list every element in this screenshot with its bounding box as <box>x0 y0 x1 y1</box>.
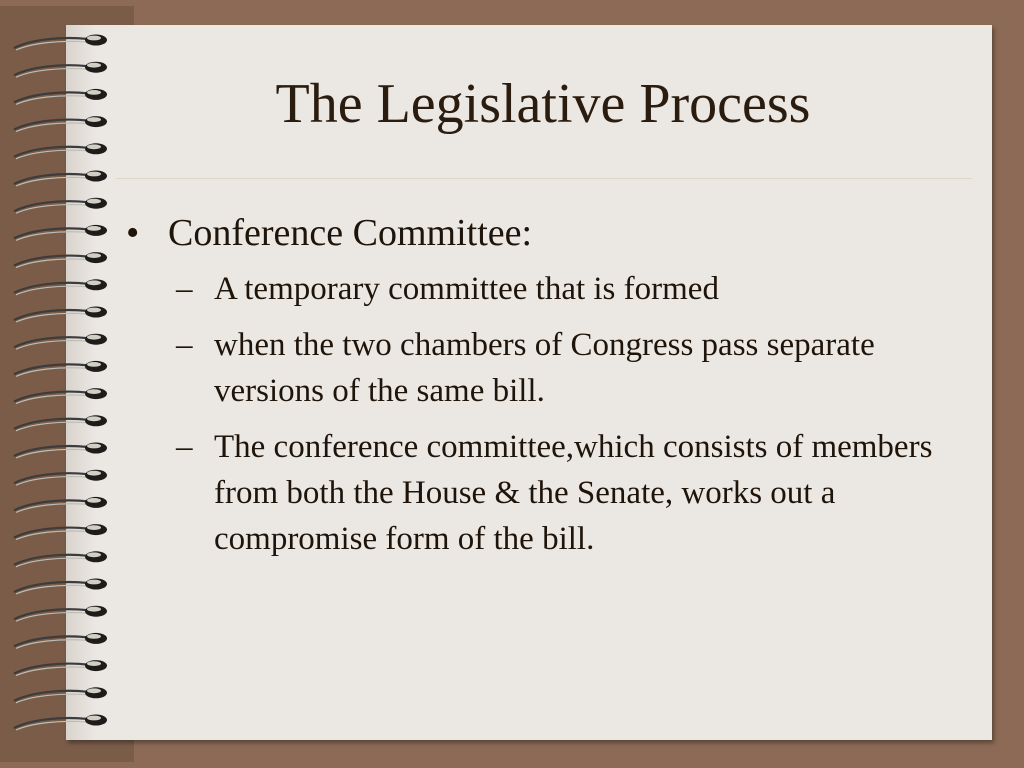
spiral-ring <box>14 225 107 241</box>
spiral-ring <box>14 35 107 51</box>
dash-glyph: – <box>176 327 193 363</box>
dash-glyph: – <box>176 429 193 465</box>
sub-bullet-text: A temporary committee that is formed <box>214 271 719 307</box>
spiral-ring <box>14 143 107 159</box>
sub-bullet-text: when the two chambers of Congress pass separate versions of the same bill. <box>214 327 875 409</box>
spiral-ring <box>14 687 107 703</box>
spiral-ring <box>14 660 107 676</box>
spiral-binding <box>10 28 120 748</box>
spiral-ring <box>14 524 107 540</box>
sub-bullet-item <box>126 322 966 414</box>
dash-glyph: – <box>176 271 193 307</box>
slide-content <box>126 208 966 562</box>
sub-bullet-item <box>126 266 966 312</box>
sub-bullet-item <box>126 424 966 562</box>
bullet-item <box>126 208 966 258</box>
spiral-ring <box>14 606 107 622</box>
spiral-ring <box>14 551 107 567</box>
spiral-ring <box>14 470 107 486</box>
sub-bullet-text: The conference committee,which consists of members from both the House & the Senate, works out a compromise form of the bill. <box>214 429 933 557</box>
spiral-ring <box>14 579 107 595</box>
spiral-ring <box>14 334 107 350</box>
spiral-ring <box>14 198 107 214</box>
spiral-ring <box>14 633 107 649</box>
spiral-ring <box>14 443 107 459</box>
spiral-ring <box>14 361 107 377</box>
spiral-ring <box>14 116 107 132</box>
spiral-ring <box>14 388 107 404</box>
spiral-ring <box>14 62 107 77</box>
bullet-glyph: • <box>126 212 140 254</box>
spiral-ring <box>14 279 107 295</box>
spiral-ring <box>14 307 107 323</box>
spiral-ring <box>14 715 107 731</box>
spiral-ring <box>14 89 107 105</box>
slide-title: The Legislative Process <box>275 73 811 135</box>
bullet-text: Conference Committee: <box>168 212 533 254</box>
spiral-ring <box>14 415 107 431</box>
spiral-ring <box>14 497 107 513</box>
title-divider <box>116 178 972 179</box>
spiral-ring <box>14 171 107 187</box>
spiral-ring <box>14 252 107 268</box>
